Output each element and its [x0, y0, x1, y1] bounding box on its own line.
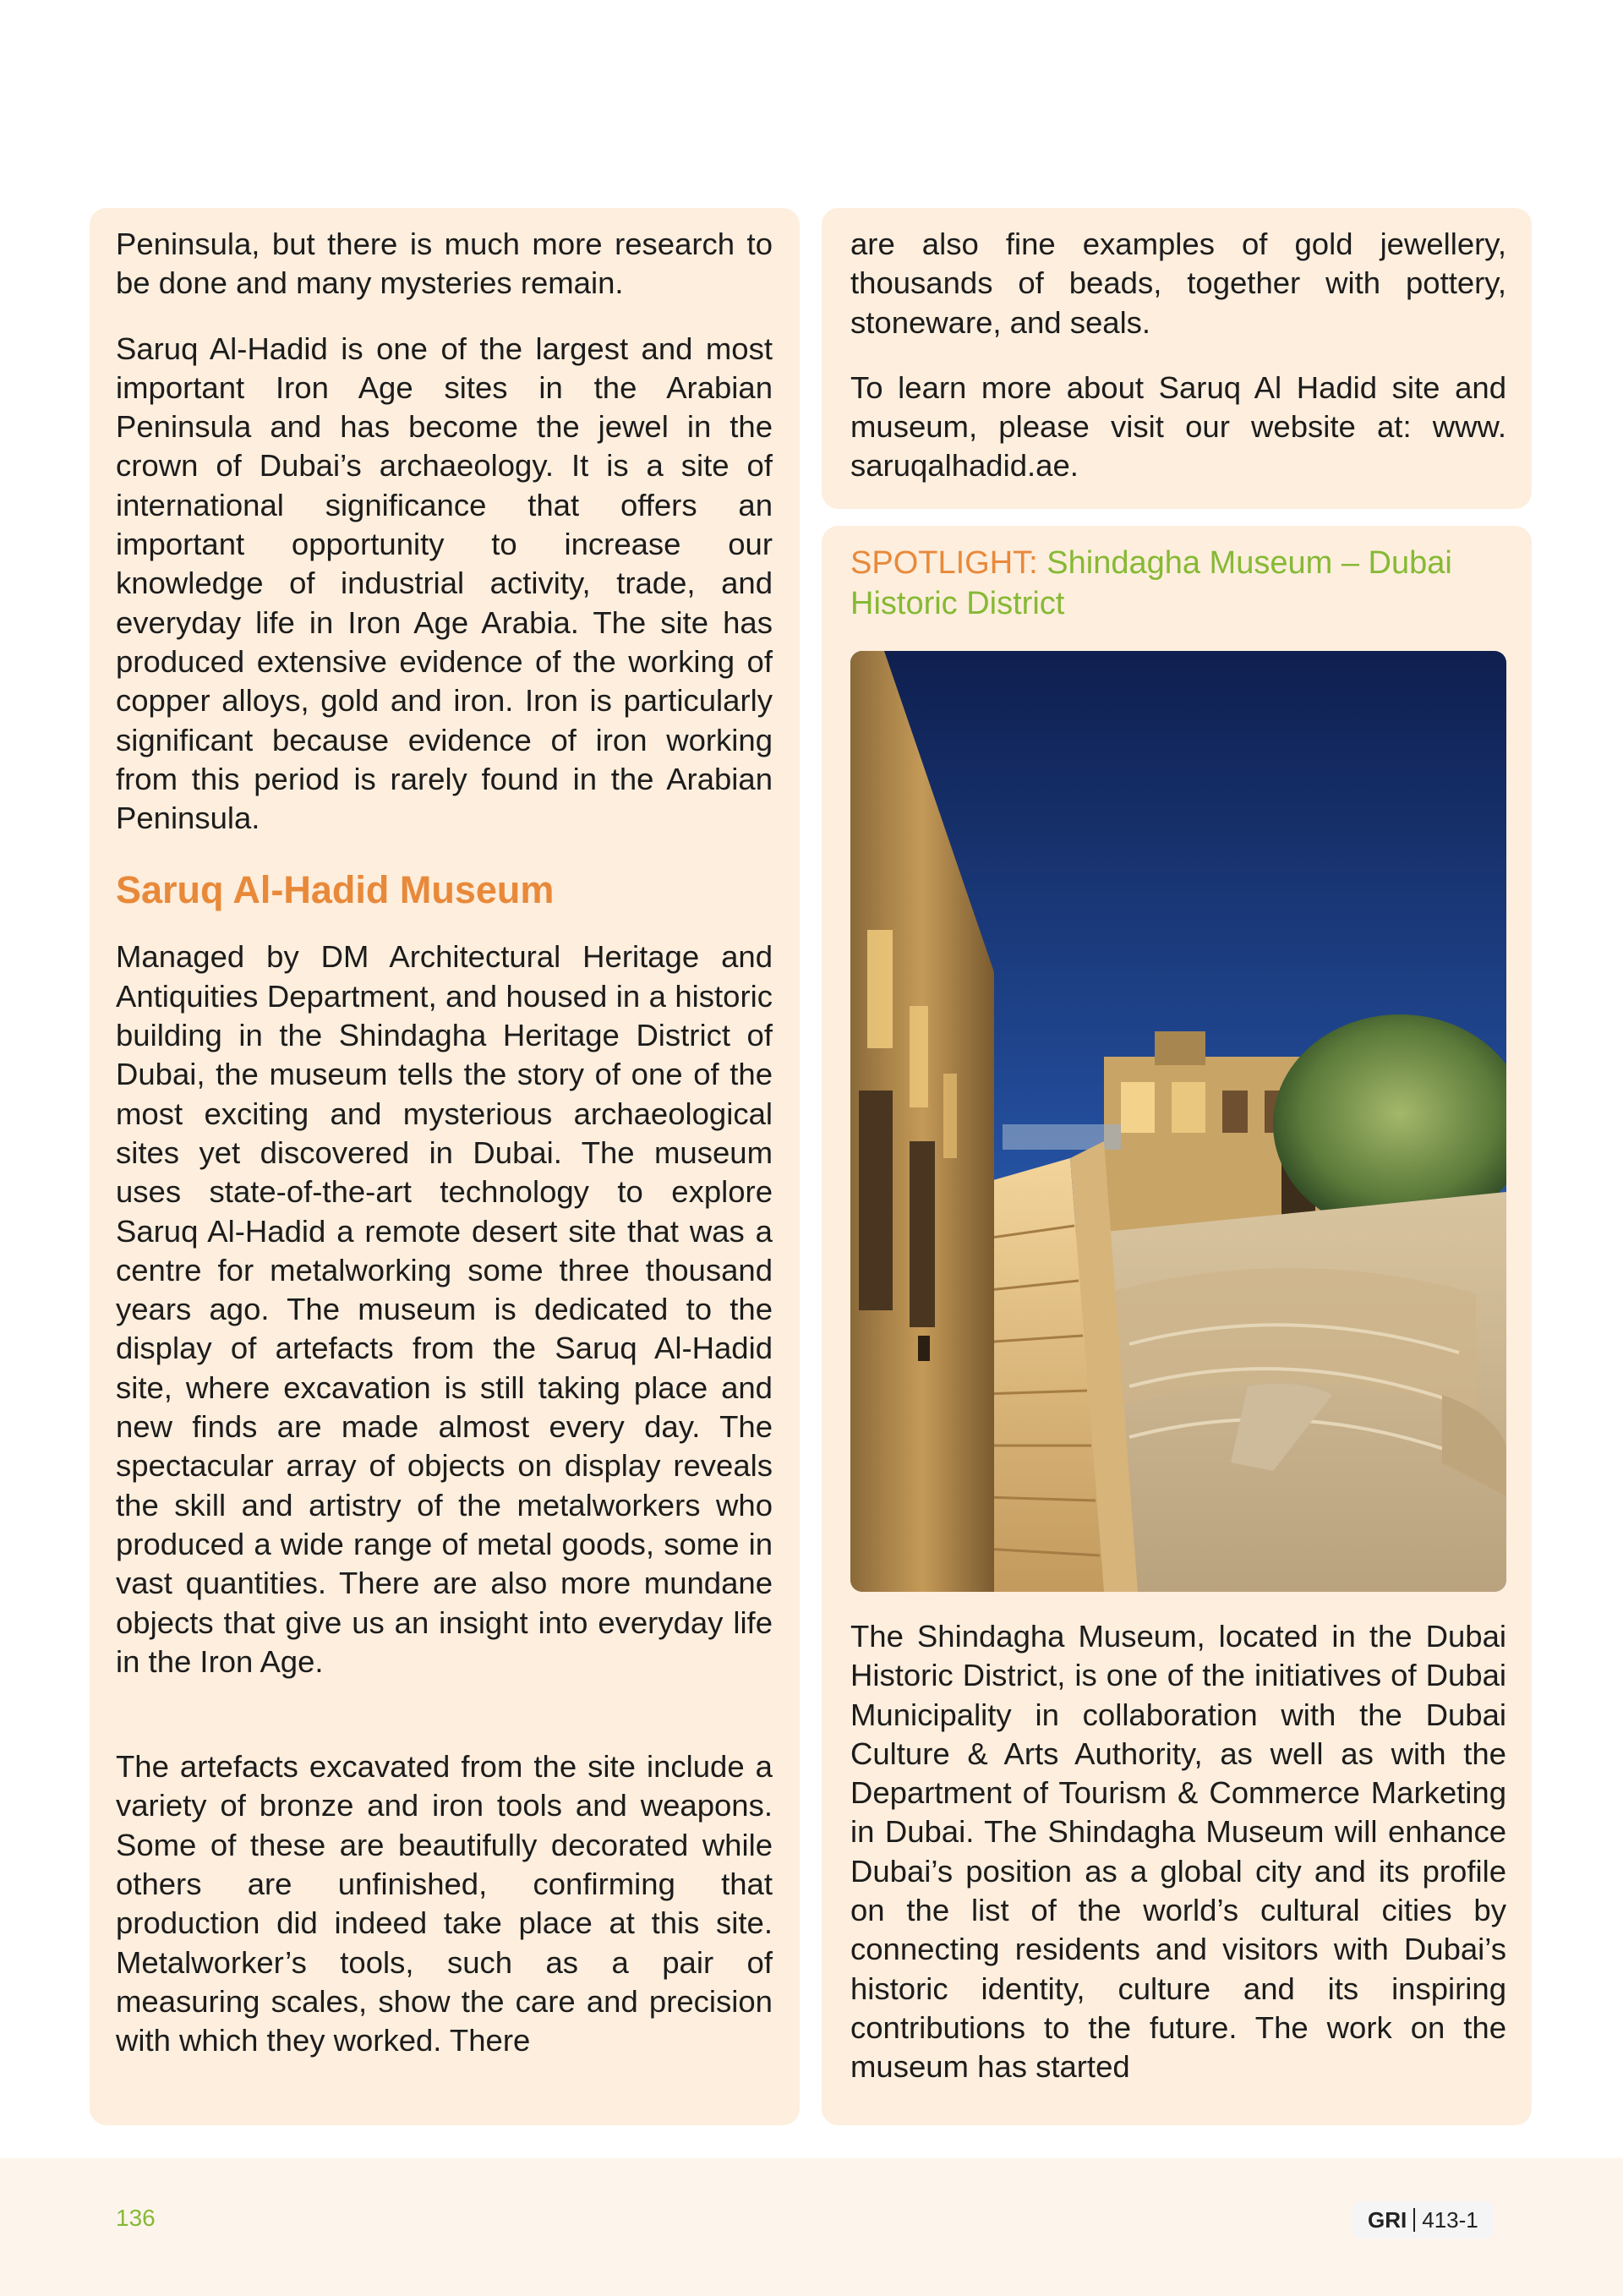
page-number: 136	[116, 2205, 156, 2231]
spotlight-title-text: Shindagha Museum – Dubai Historic District	[850, 545, 1452, 621]
left-paragraph-3: Managed by DM Architectural Heritage and Antiquities Department, and housed in a historic building in the Shindagha Heritage District of Dubai, the museum tells the story of one of the most exciting and mysterious archaeological sites yet discovered in Dubai. The museum uses state-of-the-art technology to explore Saruq Al-Hadid a remote desert site that was a centre for metalworking some three thousand years ago. The museum is dedicated to the display of artefacts from the Saruq Al-Hadid site, where excavation is still taking place and new finds are made almost every day. The spectacular array of objects on display reveals the skill and artistry of the metalworkers who produced a wide range of metal goods, some in vast quantities. There are also more mundane objects that give us an insight into everyday life in the Iron Age.	[116, 939, 773, 1679]
right-top-card	[822, 208, 1532, 509]
museum-photo	[850, 651, 1506, 1592]
left-paragraph-1: Peninsula, but there is much more research to be done and many mysteries remain.	[116, 227, 773, 301]
gri-badge	[1352, 2201, 1494, 2239]
gri-divider	[1413, 2208, 1415, 2232]
right-paragraph-2: To learn more about Saruq Al Hadid site and museum, please visit our website at: www. saruqalhadid.ae.	[850, 369, 1506, 484]
left-column-card	[90, 208, 800, 2125]
right-paragraph-1: are also fine examples of gold jewellery, thousands of beads, together with pottery, stoneware, and seals.	[850, 227, 1506, 340]
gri-code: 413-1	[1422, 2207, 1478, 2233]
museum-photo-illustration	[850, 651, 1506, 1592]
spotlight-title	[850, 543, 1506, 624]
section-heading: Saruq Al-Hadid Museum	[116, 868, 555, 912]
spotlight-label: SPOTLIGHT:	[850, 545, 1038, 581]
left-paragraph-2: Saruq Al-Hadid is one of the largest and most important Iron Age sites in the Arabian Peninsula and has become the jewel in the crown of Dubai’s archaeology. It is a site of international significance that offers an important opportunity to increase our knowledge of industrial activity, trade, and everyday life in Iron Age Arabia. The site has produced extensive evidence of the working of copper alloys, gold and iron. Iron is particularly significant because evidence of iron working from this period is rarely found in the Arabian Peninsula.	[116, 331, 773, 836]
left-paragraph-4: The artefacts excavated from the site include a variety of bronze and iron tools and weapons. Some of these are beautifully decorated while others are unfinished, confirming that production did indeed take place at this site. Metalworker’s tools, such as a pair of measuring scales, show the care and precision with which they worked. There	[116, 1749, 773, 2058]
spotlight-paragraph: The Shindagha Museum, located in the Dubai Historic District, is one of the initiatives of Dubai Municipality in collaboration with the Dubai Culture & Arts Authority, as well as with the Department of Tourism & Commerce Marketing in Dubai. The Shindagha Museum will enhance Dubai’s position as a global city and its profile on the list of the world’s cultural cities by connecting residents and visitors with Dubai’s historic identity, culture and its inspiring contributions to the future. The work on the museum has started	[850, 1619, 1506, 2085]
gri-label: GRI	[1368, 2207, 1407, 2233]
